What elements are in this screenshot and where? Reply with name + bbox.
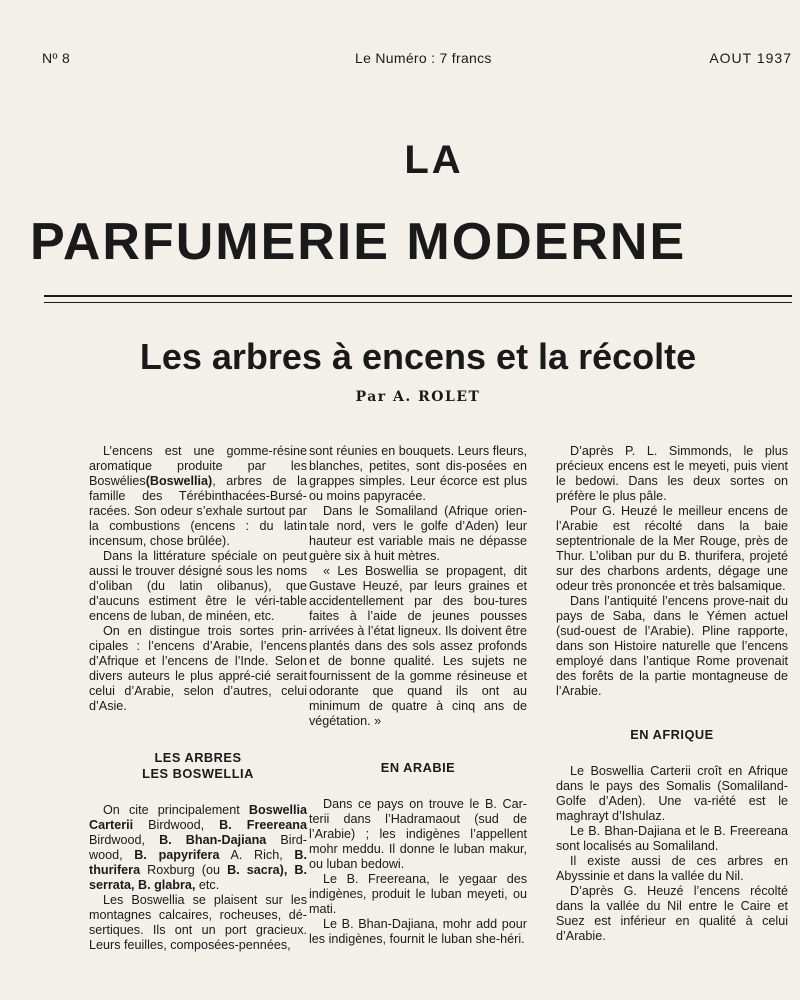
paragraph: L’encens est une gomme-résine aromatique produite par les Boswélies(Boswellia), arbres de la famille des Térébinthacées-Bursé-racées. Son odeur s’exhale surtout par la combustions (encens : du latin incensum, chose brûlée). [89,444,307,548]
paragraph: Le B. Bhan-Dajiana et le B. Freereana sont localisés au Somaliland. [556,824,788,853]
paragraph: Pour G. Heuzé le meilleur encens de l’Arabie est récolté dans la baie septentrionale de la Mer Rouge, près de Thur. L’oliban pur du B. thurifera, projeté sur des charbons ardents, dégage une odeur très prononcée et très balsamique. [556,504,788,593]
article-byline: Par A. ROLET [355,389,481,405]
paragraph: Dans la littérature spéciale on peut aussi le trouver désigné sous les noms d’oliban (du latin olibanus), que d’aucuns estiment être le véri-table encens de luban, de minéen, etc. [89,549,307,623]
article-column-2 [309,444,527,947]
paragraph: Dans le Somaliland (Afrique orien-tale nord, vers le golfe d’Aden) leur hauteur est variable mais ne dépasse guère six à huit mètres. [309,504,527,563]
paragraph: Les Boswellia se plaisent sur les montagnes calcaires, rocheuses, dé-sertiques. Ils ont un port gracieux. Leurs feuilles, composées-pennées, [89,893,307,952]
paragraph: D’après P. L. Simmonds, le plus précieux encens est le meyeti, puis vient le bedowi. Dans les deux sortes on préfère le plus pâle. [556,444,788,503]
section-heading-arabie: EN ARABIE [380,760,456,775]
paragraph: On cite principalement Boswellia Carterii Birdwood, B. Freereana Birdwood, B. Bhan-Dajiana Bird-wood, B. papyrifera A. Rich, B. thurifera Roxburg (ou B. sacra), B. serrata, B. glabra, etc. [89,803,307,892]
masthead-line1: LA [404,138,464,182]
paragraph: sont réunies en bouquets. Leurs fleurs, blanches, petites, sont dis-posées en grappes simples. Leur écorce est plus ou moins papyracée. [309,444,527,503]
paragraph: D’après G. Heuzé l’encens récolté dans la vallée du Nil entre le Caire et Suez est inférieur en qualité à celui d’Arabie. [556,884,788,943]
masthead-rule-thick [44,295,792,297]
issue-date: AOUT 1937 [709,50,792,66]
section-heading-arbres: LES ARBRES LES BOSWELLIA [142,750,254,781]
issue-price: Le Numéro : 7 francs [355,50,492,66]
section-heading-afrique: EN AFRIQUE [630,727,714,742]
article-title: Les arbres à encens et la récolte [139,336,697,377]
paragraph: Le Boswellia Carterii croît en Afrique dans le pays des Somalis (Somaliland-Golfe d’Aden). Une va-riété est le maghrayt d’Ishulaz. [556,764,788,823]
paragraph: Il existe aussi de ces arbres en Abyssinie et dans la vallée du Nil. [556,854,788,883]
paragraph: Dans l’antiquité l’encens prove-nait du pays de Saba, dans le Yémen actuel (sud-ouest de l’Arabie). Pline rapporte, dans son Histoire naturelle que l’encens employé dans l’antique Rome provenait des forêts de la partie montagneuse de l’Arabie. [556,594,788,698]
issue-number: Nº 8 [42,50,71,66]
paragraph: Le B. Freereana, le yegaar des indigènes, produit le luban meyeti, ou mati. [309,872,527,916]
article-column-3 [556,444,788,944]
paragraph: On en distingue trois sortes prin-cipales : l’encens d’Arabie, l’encens d’Afrique et l’encens de l’Inde. Selon divers auteurs le plus appré-cié serait celui d’Arabie, selon d’autres, celui d’Asie. [89,624,307,713]
masthead-rule-thin [44,302,792,303]
masthead-title: PARFUMERIE MODERNE [30,213,687,271]
article-column-1 [89,444,307,953]
paragraph: Le B. Bhan-Dajiana, mohr add pour les indigènes, fournit le luban she-héri. [309,917,527,946]
paragraph: Dans ce pays on trouve le B. Car-terii dans l’Hadramaout (sud de l’Arabie) ; les indigènes l’appellent mohr meddu. Il donne le luban makur, ou luban bedowi. [309,797,527,871]
paragraph: « Les Boswellia se propagent, dit Gustave Heuzé, par leurs graines et accidentellement par des bou-tures faites à l’aide de jeunes pousses arrivées à l’état ligneux. Ils doivent être plantés dans des sols assez profonds et de bonne qualité. Les sujets ne fournissent de la gomme résineuse et odorante que quand ils ont au minimum de quatre à cinq ans de végétation. » [309,564,527,728]
